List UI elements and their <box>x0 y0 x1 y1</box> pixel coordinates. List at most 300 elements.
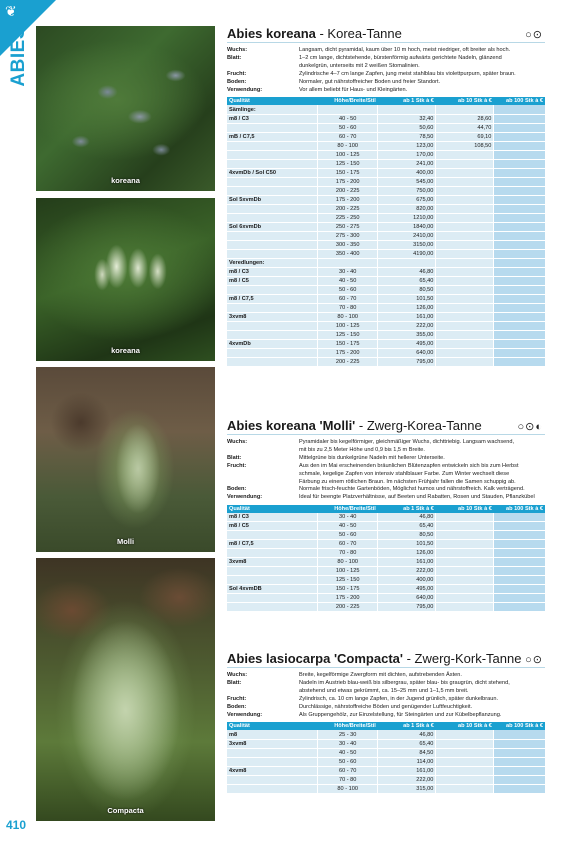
table-cell <box>436 105 494 114</box>
table-cell <box>436 513 494 522</box>
table-cell <box>436 312 494 321</box>
table-cell: 4190,00 <box>378 249 436 258</box>
description-row <box>227 704 545 712</box>
price-table-header <box>227 722 545 730</box>
table-cell <box>227 603 318 612</box>
table-cell <box>227 748 318 757</box>
description-text: schmale, kegelige Zapfen von intensiv stahlblauer Farbe. Zum Winter wechselt diese <box>299 470 510 477</box>
table-cell: 3xvm8 <box>227 312 318 321</box>
table-row <box>227 603 545 612</box>
table-cell: 795,00 <box>378 357 436 366</box>
description-label: Blatt: <box>227 54 242 61</box>
description-label <box>227 471 299 479</box>
description-row <box>227 71 545 79</box>
table-cell <box>227 321 318 330</box>
table-cell: 69,10 <box>436 132 494 141</box>
table-row <box>227 549 545 558</box>
table-cell <box>494 114 545 123</box>
table-cell: 150 - 175 <box>318 168 378 177</box>
description-label: Frucht: <box>227 695 247 702</box>
photo-caption: koreana <box>111 346 140 355</box>
table-cell <box>494 168 545 177</box>
table-cell <box>494 267 545 276</box>
description-row <box>227 688 545 696</box>
table-cell: 100 - 125 <box>318 567 378 576</box>
table-cell <box>227 186 318 195</box>
table-cell <box>436 294 494 303</box>
table-cell: 125 - 150 <box>318 330 378 339</box>
column-header: Qualität <box>227 97 318 105</box>
section-abies-lasiocarpa-compacta <box>227 651 545 794</box>
table-cell <box>436 150 494 159</box>
table-row <box>227 231 545 240</box>
table-cell <box>318 105 378 114</box>
table-cell <box>227 775 318 784</box>
table-cell <box>494 213 545 222</box>
description-text: Ideal für beengte Platzverhältnisse, auf Beeten und Rabatten, Rosen und Stauden, Pflanzkübel <box>299 494 535 501</box>
table-row <box>227 540 545 549</box>
table-cell: m8 / C3 <box>227 267 318 276</box>
table-cell <box>227 330 318 339</box>
table-cell <box>494 339 545 348</box>
table-cell <box>494 276 545 285</box>
table-cell: Sol 5xvmDb <box>227 195 318 204</box>
table-cell <box>436 540 494 549</box>
description-label: Wuchs: <box>227 47 248 53</box>
table-cell <box>227 240 318 249</box>
description-label: Verwendung: <box>227 711 263 718</box>
price-table <box>227 97 545 366</box>
table-cell: 32,40 <box>378 114 436 123</box>
column-header: Höhe/Breite/Stil <box>318 722 378 730</box>
table-cell <box>436 348 494 357</box>
plant-name: Abies lasiocarpa 'Compacta' <box>227 651 403 666</box>
table-cell <box>436 204 494 213</box>
description-text: Breite, kegelförmige Zwergform mit dichten, aufstrebenden Ästen. <box>299 672 462 678</box>
table-cell <box>227 159 318 168</box>
description <box>227 439 545 502</box>
table-cell <box>494 240 545 249</box>
table-cell: 795,00 <box>378 603 436 612</box>
table-cell: 40 - 50 <box>318 276 378 285</box>
description-text: Normaler, gut nährstoffreicher Boden und freier Standort. <box>299 78 441 85</box>
description-row <box>227 680 545 688</box>
table-cell: 80 - 100 <box>318 558 378 567</box>
table-row <box>227 567 545 576</box>
table-row <box>227 594 545 603</box>
table-cell <box>494 132 545 141</box>
table-cell <box>436 766 494 775</box>
column-header: ab 100 Stk à € <box>494 505 545 513</box>
table-cell <box>436 258 494 267</box>
table-cell <box>318 258 378 267</box>
table-cell <box>227 549 318 558</box>
table-cell: 60 - 70 <box>318 132 378 141</box>
table-row <box>227 748 545 757</box>
table-cell: 750,00 <box>378 186 436 195</box>
table-cell: m8 / C3 <box>227 513 318 522</box>
table-row <box>227 204 545 213</box>
table-cell: 78,50 <box>378 132 436 141</box>
description-text: Vor allem beliebt für Haus- und Kleingärten. <box>299 86 408 93</box>
table-cell: 123,00 <box>378 141 436 150</box>
table-cell: 3xvm8 <box>227 739 318 748</box>
table-cell <box>494 522 545 531</box>
column-header: ab 100 Stk à € <box>494 97 545 105</box>
column-header: ab 1 Stk à € <box>378 505 436 513</box>
table-cell: 40 - 50 <box>318 114 378 123</box>
column-header: ab 1 Stk à € <box>378 97 436 105</box>
table-cell: 60 - 70 <box>318 294 378 303</box>
table-cell <box>436 357 494 366</box>
table-cell <box>436 231 494 240</box>
table-cell <box>494 558 545 567</box>
table-cell: 400,00 <box>378 168 436 177</box>
table-cell: 222,00 <box>378 775 436 784</box>
table-cell <box>494 567 545 576</box>
photo-caption: Molli <box>116 537 135 546</box>
table-cell: 46,80 <box>378 267 436 276</box>
table-cell <box>436 186 494 195</box>
plant-common-name: - Zwerg-Kork-Tanne <box>402 651 522 666</box>
table-cell: 80 - 100 <box>318 312 378 321</box>
table-cell: Veredlungen: <box>227 258 318 267</box>
table-row <box>227 531 545 540</box>
description-label <box>227 447 299 455</box>
table-cell: 315,00 <box>378 784 436 793</box>
table-row <box>227 339 545 348</box>
description-label: Boden: <box>227 78 247 85</box>
table-row <box>227 294 545 303</box>
table-cell <box>494 150 545 159</box>
table-cell: 175 - 200 <box>318 195 378 204</box>
description-label: Frucht: <box>227 70 247 77</box>
table-cell: 300 - 350 <box>318 240 378 249</box>
table-row <box>227 222 545 231</box>
photo-koreana-closeup <box>36 198 215 361</box>
table-cell <box>494 603 545 612</box>
description-row <box>227 672 545 680</box>
table-cell: 101,50 <box>378 294 436 303</box>
table-cell <box>494 766 545 775</box>
table-cell: mB / C7,5 <box>227 132 318 141</box>
table-cell: 125 - 150 <box>318 159 378 168</box>
table-cell: 70 - 80 <box>318 775 378 784</box>
table-row <box>227 240 545 249</box>
table-cell: 275 - 300 <box>318 231 378 240</box>
plant-name: Abies koreana 'Molli' <box>227 418 356 433</box>
plant-common-name: - Zwerg-Korea-Tanne <box>355 418 482 433</box>
column-header: ab 10 Stk à € <box>436 505 494 513</box>
table-cell <box>494 594 545 603</box>
table-cell <box>494 195 545 204</box>
table-cell <box>227 594 318 603</box>
table-cell: 101,50 <box>378 540 436 549</box>
table-cell: 2410,00 <box>378 231 436 240</box>
description-row <box>227 471 545 479</box>
table-row <box>227 357 545 366</box>
table-cell <box>494 258 545 267</box>
site-symbols-icon: ○⊙◐ <box>517 421 543 433</box>
table-cell: Sol 6xvmDb <box>227 222 318 231</box>
leaf-icon: ❦ <box>5 3 17 19</box>
table-cell: m8 / C7,5 <box>227 540 318 549</box>
table-cell: 100 - 125 <box>318 321 378 330</box>
table-row <box>227 513 545 522</box>
description-row <box>227 55 545 63</box>
table-row <box>227 159 545 168</box>
table-cell <box>494 141 545 150</box>
table-cell <box>494 249 545 258</box>
table-cell <box>436 531 494 540</box>
table-cell <box>494 330 545 339</box>
photo-molli <box>36 367 215 552</box>
side-label <box>7 26 31 126</box>
section-title <box>227 651 545 668</box>
table-row <box>227 150 545 159</box>
table-cell <box>494 748 545 757</box>
description <box>227 672 545 719</box>
table-cell: 60 - 70 <box>318 766 378 775</box>
table-cell <box>494 105 545 114</box>
table-cell <box>436 195 494 204</box>
table-cell <box>227 303 318 312</box>
table-cell: 640,00 <box>378 348 436 357</box>
table-cell <box>227 177 318 186</box>
site-symbols-icon: ○⊙ <box>525 654 543 666</box>
description <box>227 47 545 94</box>
description-label: Blatt: <box>227 679 242 686</box>
table-cell <box>436 522 494 531</box>
table-cell: 108,50 <box>436 141 494 150</box>
table-row <box>227 766 545 775</box>
table-row <box>227 730 545 739</box>
table-cell <box>227 123 318 132</box>
table-row <box>227 757 545 766</box>
table-cell <box>436 558 494 567</box>
table-cell: 25 - 30 <box>318 730 378 739</box>
table-cell <box>436 159 494 168</box>
table-row <box>227 784 545 793</box>
table-cell: 161,00 <box>378 766 436 775</box>
description-text: Mittelgrüne bis dunkelgrüne Nadeln mit hellerer Unterseite. <box>299 454 445 461</box>
description-text: Als Gruppengehölz, zur Einzelstellung, für Steingärten und zur Kübelbepflanzung. <box>299 711 502 718</box>
table-cell <box>494 222 545 231</box>
table-cell: 200 - 225 <box>318 204 378 213</box>
table-cell: 250 - 275 <box>318 222 378 231</box>
description-label: Boden: <box>227 486 247 493</box>
table-cell <box>436 240 494 249</box>
table-cell <box>227 204 318 213</box>
table-cell <box>436 177 494 186</box>
table-row <box>227 267 545 276</box>
table-cell <box>436 222 494 231</box>
table-cell: 4xvmDb <box>227 339 318 348</box>
table-cell: 80 - 100 <box>318 141 378 150</box>
table-row <box>227 775 545 784</box>
table-cell: 65,40 <box>378 522 436 531</box>
table-cell: 50 - 60 <box>318 757 378 766</box>
section-abies-koreana-molli <box>227 418 545 612</box>
table-cell <box>436 321 494 330</box>
column-header: ab 10 Stk à € <box>436 97 494 105</box>
table-cell: 1210,00 <box>378 213 436 222</box>
section-title <box>227 418 545 435</box>
description-label: Frucht: <box>227 462 247 469</box>
table-cell: 4xvmDb / Sol C50 <box>227 168 318 177</box>
table-cell <box>436 757 494 766</box>
table-cell <box>227 576 318 585</box>
page-number: 410 <box>6 818 27 832</box>
table-cell <box>436 739 494 748</box>
table-row <box>227 585 545 594</box>
table-cell: 84,50 <box>378 748 436 757</box>
description-text: abstehend und etwas gekrümmt, ca. 15–25 mm und 1–1,5 mm breit. <box>299 687 469 694</box>
table-cell <box>378 105 436 114</box>
table-cell: 3xvm8 <box>227 558 318 567</box>
table-cell <box>227 231 318 240</box>
table-cell <box>436 213 494 222</box>
table-cell <box>227 213 318 222</box>
table-cell <box>436 168 494 177</box>
column-header: ab 10 Stk à € <box>436 722 494 730</box>
table-cell <box>494 294 545 303</box>
description-row <box>227 486 545 494</box>
table-cell <box>436 585 494 594</box>
table-row <box>227 114 545 123</box>
column-header: ab 1 Stk à € <box>378 722 436 730</box>
description-label: Verwendung: <box>227 494 263 501</box>
description-row <box>227 87 545 95</box>
table-cell: 114,00 <box>378 757 436 766</box>
table-cell <box>494 231 545 240</box>
table-cell: 100 - 125 <box>318 150 378 159</box>
table-row <box>227 312 545 321</box>
table-cell <box>436 330 494 339</box>
table-cell <box>436 594 494 603</box>
description-row <box>227 63 545 71</box>
table-cell <box>494 312 545 321</box>
table-cell <box>494 159 545 168</box>
table-cell <box>436 576 494 585</box>
table-cell: 50 - 60 <box>318 531 378 540</box>
table-cell <box>494 303 545 312</box>
description-label: Verwendung: <box>227 86 263 93</box>
table-cell <box>494 540 545 549</box>
photo-compacta <box>36 558 215 821</box>
table-cell: 50 - 60 <box>318 285 378 294</box>
table-row <box>227 285 545 294</box>
table-row <box>227 576 545 585</box>
table-cell <box>436 567 494 576</box>
description-row <box>227 455 545 463</box>
table-cell: 175 - 200 <box>318 348 378 357</box>
column-header: Höhe/Breite/Stil <box>318 505 378 513</box>
table-cell <box>227 567 318 576</box>
table-cell <box>227 249 318 258</box>
table-cell <box>436 603 494 612</box>
description-text: Normale frisch-feuchte Gartenböden, Möglichst humos und nährstoffreich. Kalk verträgend. <box>299 486 525 493</box>
photo-koreana-cones <box>36 26 215 191</box>
table-cell <box>227 757 318 766</box>
table-cell <box>494 730 545 739</box>
table-cell: 200 - 225 <box>318 357 378 366</box>
table-cell <box>494 177 545 186</box>
table-row <box>227 303 545 312</box>
table-cell: 150 - 175 <box>318 339 378 348</box>
table-cell <box>436 276 494 285</box>
table-cell: 4xvm8 <box>227 766 318 775</box>
table-cell <box>494 576 545 585</box>
table-cell: m8 / C3 <box>227 114 318 123</box>
price-table <box>227 505 545 612</box>
table-cell: 80,50 <box>378 285 436 294</box>
table-cell: 675,00 <box>378 195 436 204</box>
table-cell <box>378 258 436 267</box>
table-row <box>227 249 545 258</box>
photo-caption: koreana <box>111 176 140 185</box>
description-label <box>227 63 299 71</box>
table-cell <box>227 357 318 366</box>
table-cell <box>494 585 545 594</box>
table-cell <box>227 784 318 793</box>
table-cell: 545,00 <box>378 177 436 186</box>
table-cell: m8 / C5 <box>227 276 318 285</box>
table-cell: 28,60 <box>436 114 494 123</box>
table-cell: 640,00 <box>378 594 436 603</box>
table-cell <box>436 303 494 312</box>
table-row <box>227 141 545 150</box>
column-header: Höhe/Breite/Stil <box>318 97 378 105</box>
table-row <box>227 186 545 195</box>
table-cell <box>494 123 545 132</box>
table-cell: Sämlinge: <box>227 105 318 114</box>
table-cell: 495,00 <box>378 585 436 594</box>
table-row <box>227 105 545 114</box>
table-cell: Sol 4xvmDB <box>227 585 318 594</box>
table-cell: 126,00 <box>378 303 436 312</box>
table-cell: m8 / C5 <box>227 522 318 531</box>
description-text: Pyramidaler bis kegelförmiger, gleichmäßiger Wuchs, dichttriebig. Langsam wachsend, <box>299 439 515 445</box>
table-cell <box>436 775 494 784</box>
table-cell <box>494 739 545 748</box>
table-cell: 175 - 200 <box>318 594 378 603</box>
description-row <box>227 47 545 55</box>
table-cell: 46,80 <box>378 730 436 739</box>
table-cell: 241,00 <box>378 159 436 168</box>
table-cell: 150 - 175 <box>318 585 378 594</box>
description-text: Langsam, dicht pyramidal, kaum über 10 m hoch, meist niedriger, oft breiter als hoch. <box>299 47 511 53</box>
table-cell: 222,00 <box>378 321 436 330</box>
description-row <box>227 447 545 455</box>
description-text: Färbung zu einem rötlichen Braun. Im nächsten Frühjahr fallen die Samen schuppig ab. <box>299 478 516 485</box>
description-label: Wuchs: <box>227 672 248 678</box>
description-row <box>227 494 545 502</box>
table-cell <box>436 748 494 757</box>
table-cell <box>494 285 545 294</box>
table-row <box>227 739 545 748</box>
table-cell <box>436 249 494 258</box>
table-cell: 126,00 <box>378 549 436 558</box>
table-cell: 125 - 150 <box>318 576 378 585</box>
description-row <box>227 712 545 720</box>
table-cell <box>494 531 545 540</box>
table-row <box>227 177 545 186</box>
table-cell: 50,60 <box>378 123 436 132</box>
table-row <box>227 168 545 177</box>
table-row <box>227 348 545 357</box>
table-cell: 161,00 <box>378 558 436 567</box>
